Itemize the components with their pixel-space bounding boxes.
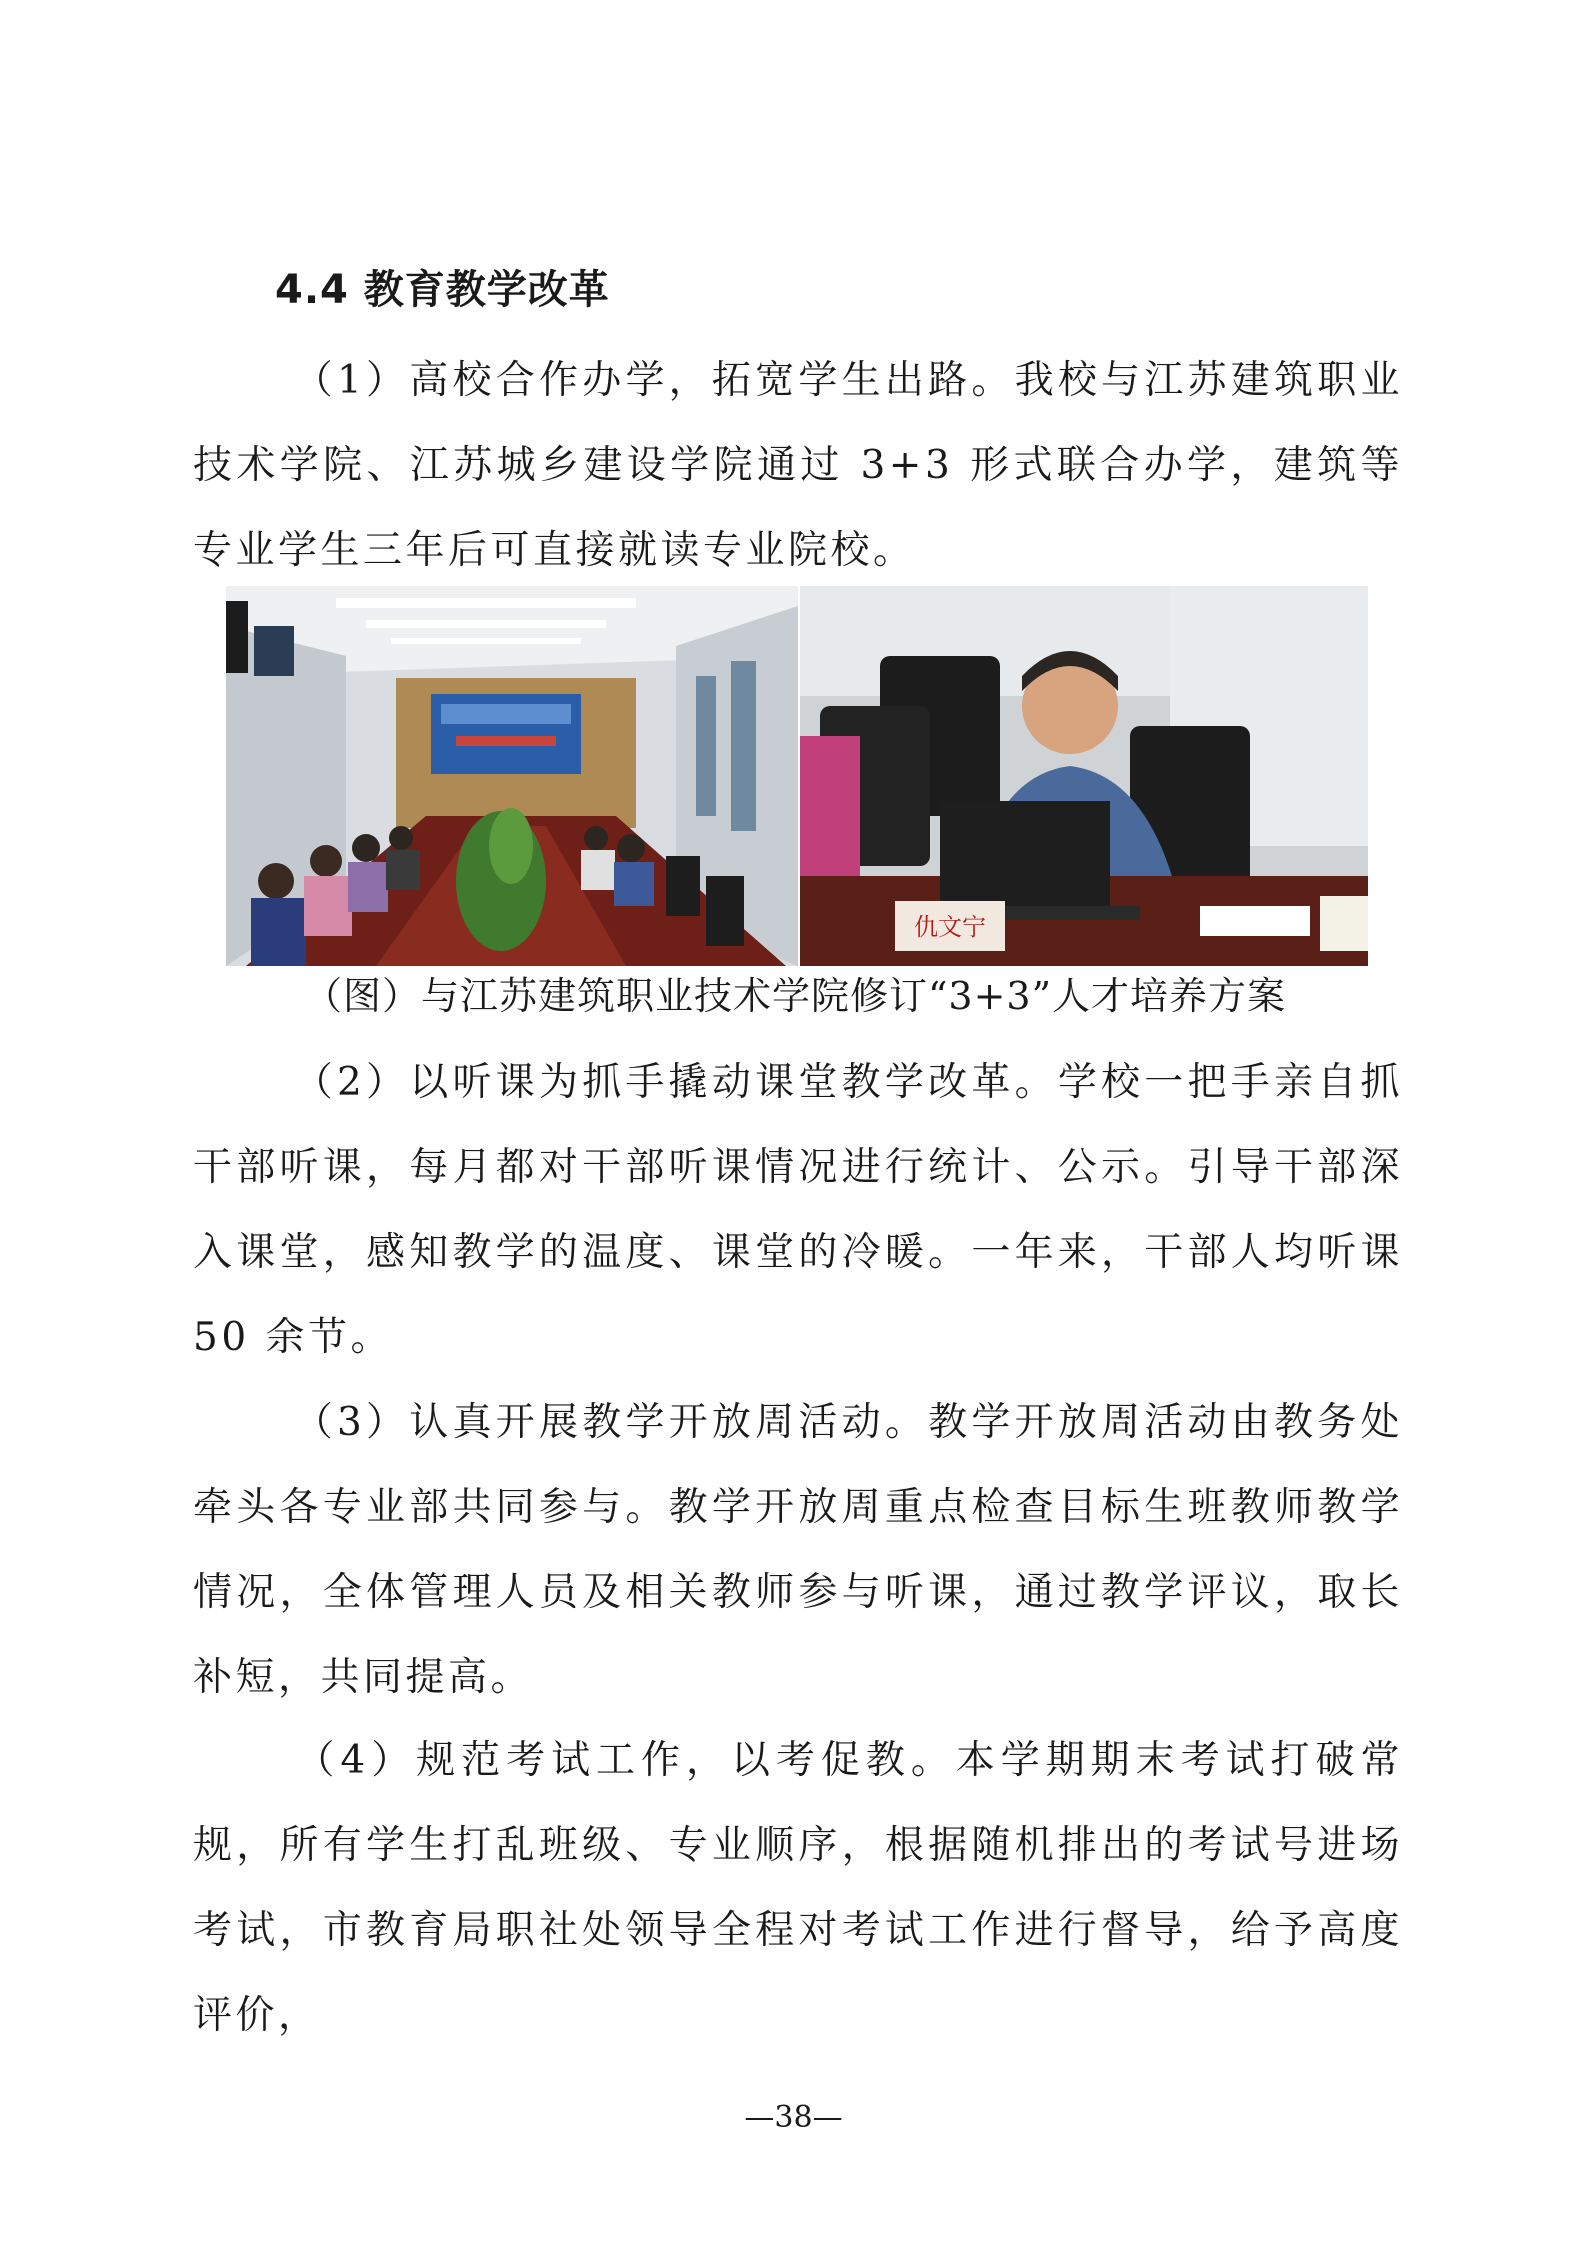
figure-caption: （图）与江苏建筑职业技术学院修订“3+3”人才培养方案	[303, 974, 1287, 1018]
paragraph-3	[193, 1380, 1403, 1720]
page-number: —38—	[744, 2100, 843, 2135]
paragraph-3-text: （3）认真开展教学开放周活动。教学开放周活动由教务处牵头各专业部共同参与。教学开放周重点检查目标生班教师教学情况，全体管理人员及相关教师参与听课，通过教学评议，取长补短，共同提高。	[193, 1400, 1403, 1700]
paragraph-2	[193, 1040, 1403, 1380]
figure-photos	[226, 586, 1368, 966]
paragraph-1	[193, 338, 1403, 593]
speaker-photo	[800, 586, 1368, 966]
paragraph-4-text: （4）规范考试工作，以考促教。本学期期末考试打破常规，所有学生打乱班级、专业顺序，根据随机排出的考试号进场考试，市教育局职社处领导全程对考试工作进行督导，给予高度评价，	[193, 1738, 1403, 2038]
paragraph-4	[193, 1718, 1403, 2058]
meeting-room-photo	[226, 586, 798, 966]
nameplate-text: 仇文宁	[914, 913, 986, 941]
section-heading: 4.4 教育教学改革	[275, 267, 610, 313]
paragraph-2-text: （2）以听课为抓手撬动课堂教学改革。学校一把手亲自抓干部听课，每月都对干部听课情况进行统计、公示。引导干部深入课堂，感知教学的温度、课堂的冷暖。一年来，干部人均听课 50 余节。	[193, 1060, 1403, 1360]
paragraph-1-text: （1）高校合作办学，拓宽学生出路。我校与江苏建筑职业技术学院、江苏城乡建设学院通过 3+3 形式联合办学，建筑等专业学生三年后可直接就读专业院校。	[193, 358, 1403, 573]
